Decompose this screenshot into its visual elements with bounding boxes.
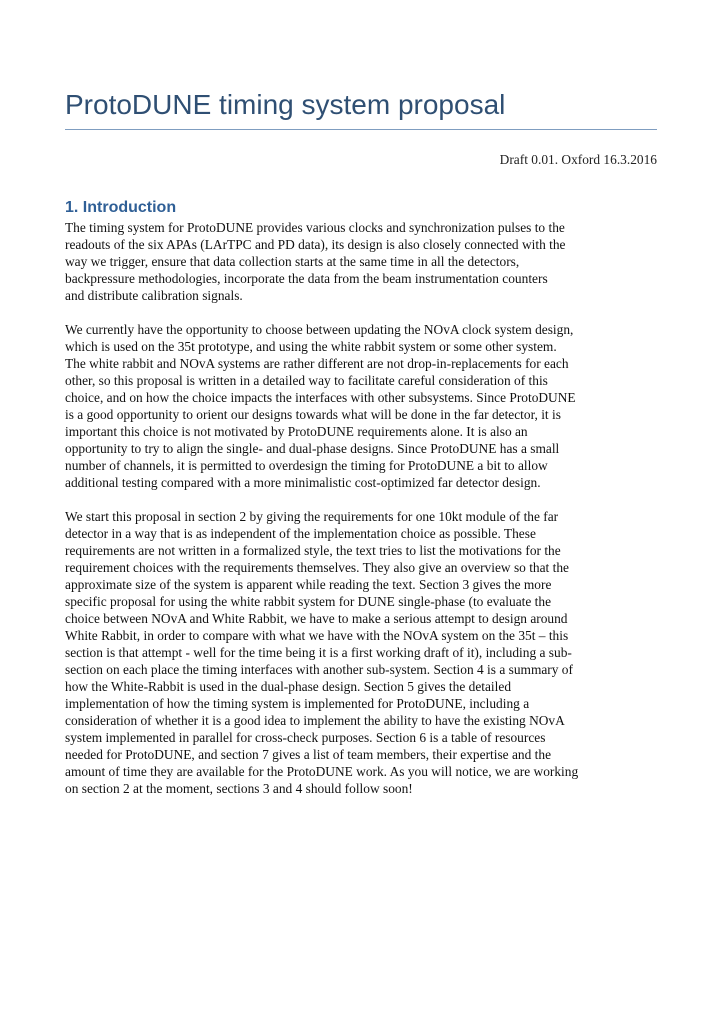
text-line: way we trigger, ensure that data collection starts at the same time in all the detectors, xyxy=(65,254,520,269)
text-line: important this choice is not motivated by ProtoDUNE requirements alone. It is also an xyxy=(65,424,528,439)
text-line: approximate size of the system is apparent while reading the text. Section 3 gives the more xyxy=(65,577,552,592)
text-line: amount of time they are available for the ProtoDUNE work. As you will notice, we are working xyxy=(65,764,579,779)
text-line: implementation of how the timing system is implemented for ProtoDUNE, including a xyxy=(65,696,530,711)
paragraph-3 xyxy=(65,508,657,797)
text-line: choice, and on how the choice impacts the interfaces with other subsystems. Since ProtoDUNE xyxy=(65,390,576,405)
text-line: requirement choices with the requirements themselves. They also give an overview so that the xyxy=(65,560,569,575)
text-line: is a good opportunity to orient our designs towards what will be done in the far detector, it is xyxy=(65,407,561,422)
text-line: readouts of the six APAs (LArTPC and PD data), its design is also closely connected with the xyxy=(65,237,566,252)
paragraph-1 xyxy=(65,219,657,304)
text-line: backpressure methodologies, incorporate the data from the beam instrumentation counters xyxy=(65,271,548,286)
draft-info: Draft 0.01. Oxford 16.3.2016 xyxy=(499,152,657,167)
introduction-body xyxy=(65,219,657,814)
text-line: opportunity to try to align the single- and dual-phase designs. Since ProtoDUNE has a small xyxy=(65,441,560,456)
text-line: The white rabbit and NOvA systems are rather different are not drop-in-replacements for each xyxy=(65,356,569,371)
document-title: ProtoDUNE timing system proposal xyxy=(65,89,506,120)
text-line: detector in a way that is as independent of the implementation choice as possible. These xyxy=(65,526,536,541)
title-divider xyxy=(65,129,657,130)
text-line: We start this proposal in section 2 by giving the requirements for one 10kt module of the far xyxy=(65,509,559,524)
text-line: how the White-Rabbit is used in the dual-phase design. Section 5 gives the detailed xyxy=(65,679,512,694)
text-line: We currently have the opportunity to choose between updating the NOvA clock system design, xyxy=(65,322,574,337)
paragraph-2 xyxy=(65,321,657,491)
text-line: which is used on the 35t prototype, and using the white rabbit system or some other system. xyxy=(65,339,557,354)
text-line: requirements are not written in a formalized style, the text tries to list the motivations for the xyxy=(65,543,561,558)
text-line: number of channels, it is permitted to overdesign the timing for ProtoDUNE a bit to allow xyxy=(65,458,548,473)
text-line: White Rabbit, in order to compare with what we have with the NOvA system on the 35t – this xyxy=(65,628,569,643)
text-line: other, so this proposal is written in a detailed way to facilitate careful consideration of this xyxy=(65,373,548,388)
text-line: additional testing compared with a more minimalistic cost-optimized far detector design. xyxy=(65,475,541,490)
text-line: The timing system for ProtoDUNE provides various clocks and synchronization pulses to the xyxy=(65,220,565,235)
section-heading-introduction: 1. Introduction xyxy=(65,199,177,216)
text-line: and distribute calibration signals. xyxy=(65,288,243,303)
text-line: consideration of whether it is a good idea to implement the ability to have the existing NOvA xyxy=(65,713,565,728)
text-line: choice between NOvA and White Rabbit, we have to make a serious attempt to design around xyxy=(65,611,568,626)
text-line: section is that attempt - well for the time being it is a first working draft of it), including a sub- xyxy=(65,645,572,660)
text-line: on section 2 at the moment, sections 3 and 4 should follow soon! xyxy=(65,781,413,796)
text-line: section on each place the timing interfaces with another sub-system. Section 4 is a summary of xyxy=(65,662,573,677)
text-line: system implemented in parallel for cross-check purposes. Section 6 is a table of resources xyxy=(65,730,546,745)
text-line: specific proposal for using the white rabbit system for DUNE single-phase (to evaluate the xyxy=(65,594,552,609)
text-line: needed for ProtoDUNE, and section 7 gives a list of team members, their expertise and the xyxy=(65,747,552,762)
